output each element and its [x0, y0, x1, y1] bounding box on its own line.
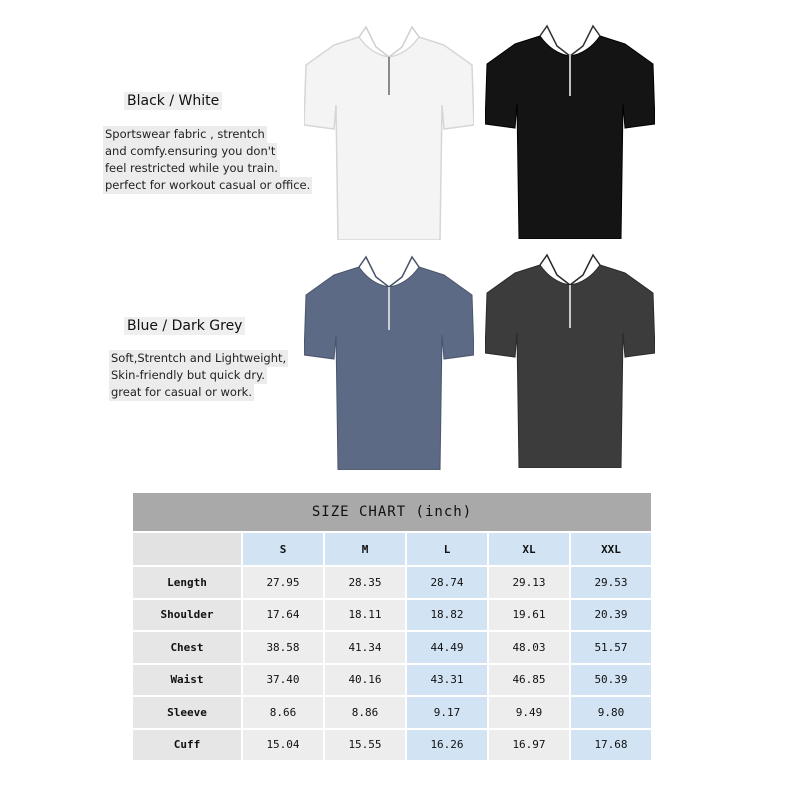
size-header: XXL	[570, 532, 652, 566]
table-row	[132, 566, 652, 599]
table-cell: 40.16	[324, 664, 406, 697]
table-cell: 29.53	[570, 566, 652, 599]
section-label-black-white: Black / White	[124, 92, 222, 110]
table-cell: 28.35	[324, 566, 406, 599]
table-cell: 17.64	[242, 599, 324, 632]
row-label: Chest	[132, 631, 242, 664]
table-cell: 18.82	[406, 599, 488, 632]
table-cell: 27.95	[242, 566, 324, 599]
row-label: Sleeve	[132, 696, 242, 729]
table-cell: 51.57	[570, 631, 652, 664]
table-cell: 9.17	[406, 696, 488, 729]
size-header: S	[242, 532, 324, 566]
table-cell: 9.49	[488, 696, 570, 729]
shirt-dark-grey-image	[485, 253, 655, 468]
table-cell: 46.85	[488, 664, 570, 697]
table-cell: 29.13	[488, 566, 570, 599]
table-cell: 50.39	[570, 664, 652, 697]
size-header: M	[324, 532, 406, 566]
shirt-blue-image	[304, 255, 474, 470]
table-row	[132, 664, 652, 697]
table-row	[132, 599, 652, 632]
description-line: feel restricted while you train.	[105, 161, 278, 175]
table-cell: 16.97	[488, 729, 570, 762]
size-header: XL	[488, 532, 570, 566]
row-label: Cuff	[132, 729, 242, 762]
size-chart-table	[131, 491, 653, 762]
shirt-white-image	[304, 25, 474, 240]
table-cell: 9.80	[570, 696, 652, 729]
table-cell: 28.74	[406, 566, 488, 599]
row-label: Shoulder	[132, 599, 242, 632]
section-label-blue-grey: Blue / Dark Grey	[124, 317, 245, 335]
table-row	[132, 631, 652, 664]
table-cell: 15.04	[242, 729, 324, 762]
description-line: and comfy.ensuring you don't	[105, 144, 276, 158]
table-cell: 17.68	[570, 729, 652, 762]
size-chart-title: SIZE CHART (inch)	[132, 492, 652, 532]
description-line: Sportswear fabric , strentch	[105, 127, 265, 141]
table-cell: 16.26	[406, 729, 488, 762]
size-chart-corner	[132, 532, 242, 566]
table-cell: 41.34	[324, 631, 406, 664]
description-line: Soft,Strentch and Lightweight,	[111, 351, 287, 365]
row-label: Waist	[132, 664, 242, 697]
size-header: L	[406, 532, 488, 566]
description-line: great for casual or work.	[111, 385, 252, 399]
shirt-black-image	[485, 24, 655, 239]
table-cell: 48.03	[488, 631, 570, 664]
table-cell: 8.66	[242, 696, 324, 729]
table-cell: 20.39	[570, 599, 652, 632]
table-cell: 44.49	[406, 631, 488, 664]
description-line: Skin-friendly but quick dry.	[111, 368, 265, 382]
table-cell: 43.31	[406, 664, 488, 697]
row-label: Length	[132, 566, 242, 599]
table-cell: 19.61	[488, 599, 570, 632]
table-cell: 38.58	[242, 631, 324, 664]
table-row	[132, 696, 652, 729]
table-cell: 37.40	[242, 664, 324, 697]
table-cell: 15.55	[324, 729, 406, 762]
description-line: perfect for workout casual or office.	[105, 178, 311, 192]
table-row	[132, 729, 652, 762]
table-cell: 18.11	[324, 599, 406, 632]
table-cell: 8.86	[324, 696, 406, 729]
section-description-blue-grey	[109, 350, 288, 401]
section-description-black-white	[103, 126, 312, 194]
